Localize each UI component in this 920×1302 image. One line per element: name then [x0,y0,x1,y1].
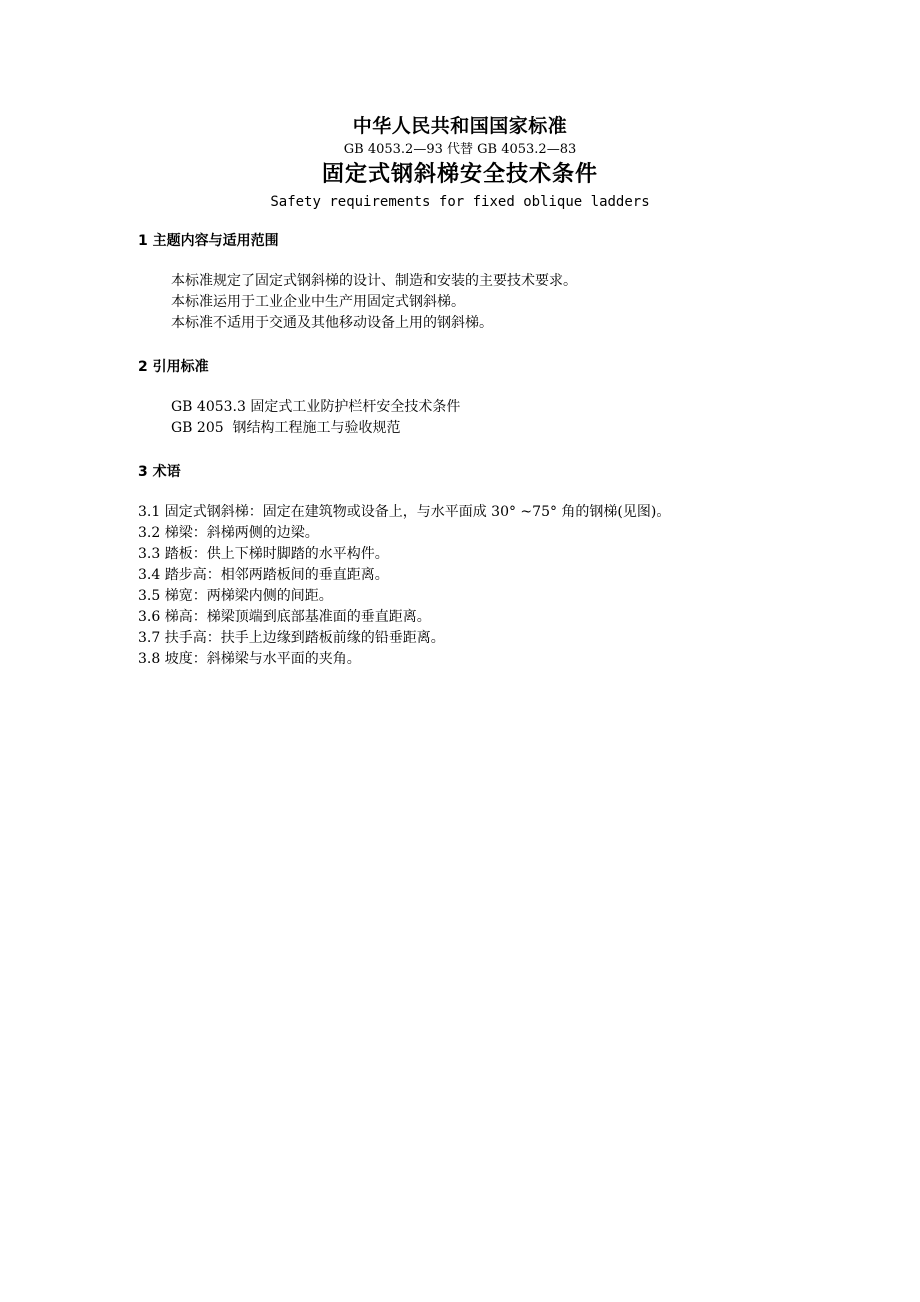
document-title-english: Safety requirements for fixed oblique ladders [270,194,650,210]
section-terms [138,461,838,670]
term-item: 3.3 踏板：供上下梯时脚踏的水平构件。 [138,546,389,562]
paragraph: 本标准不适用于交通及其他移动设备上用的钢斜梯。 [171,315,493,331]
term-item: 3.4 踏步高：相邻两踏板间的垂直距离。 [138,567,389,583]
document-body [138,230,838,670]
term-item: 3.5 梯宽：两梯梁内侧的间距。 [138,588,333,604]
term-item: 3.6 梯高：梯梁顶端到底部基准面的垂直距离。 [138,609,431,625]
document-header [0,113,920,212]
reference-list [138,397,838,439]
section-scope [138,230,838,334]
section-heading: 3 术语 [138,464,181,480]
paragraph-list [138,271,838,334]
term-item: 3.1 固定式钢斜梯：固定在建筑物或设备上，与水平面成 30° ~75° 角的钢梯(见图)。 [138,504,671,520]
paragraph: 本标准运用于工业企业中生产用固定式钢斜梯。 [171,294,465,310]
reference-item: GB 4053.3 固定式工业防护栏杆安全技术条件 [171,399,461,415]
term-item: 3.7 扶手高：扶手上边缘到踏板前缘的铅垂距离。 [138,630,445,646]
section-heading: 2 引用标准 [138,359,209,375]
section-heading: 1 主题内容与适用范围 [138,233,279,249]
term-item: 3.8 坡度：斜梯梁与水平面的夹角。 [138,651,361,667]
term-item: 3.2 梯梁：斜梯两侧的边梁。 [138,525,319,541]
national-standard-title: 中华人民共和国国家标准 [352,115,568,137]
term-list [138,502,838,670]
paragraph: 本标准规定了固定式钢斜梯的设计、制造和安装的主要技术要求。 [171,273,577,289]
standard-code: GB 4053.2—93 代替 GB 4053.2—83 [343,142,577,157]
section-references [138,356,838,439]
reference-item: GB 205 钢结构工程施工与验收规范 [171,420,401,436]
document-title: 固定式钢斜梯安全技术条件 [321,162,598,187]
